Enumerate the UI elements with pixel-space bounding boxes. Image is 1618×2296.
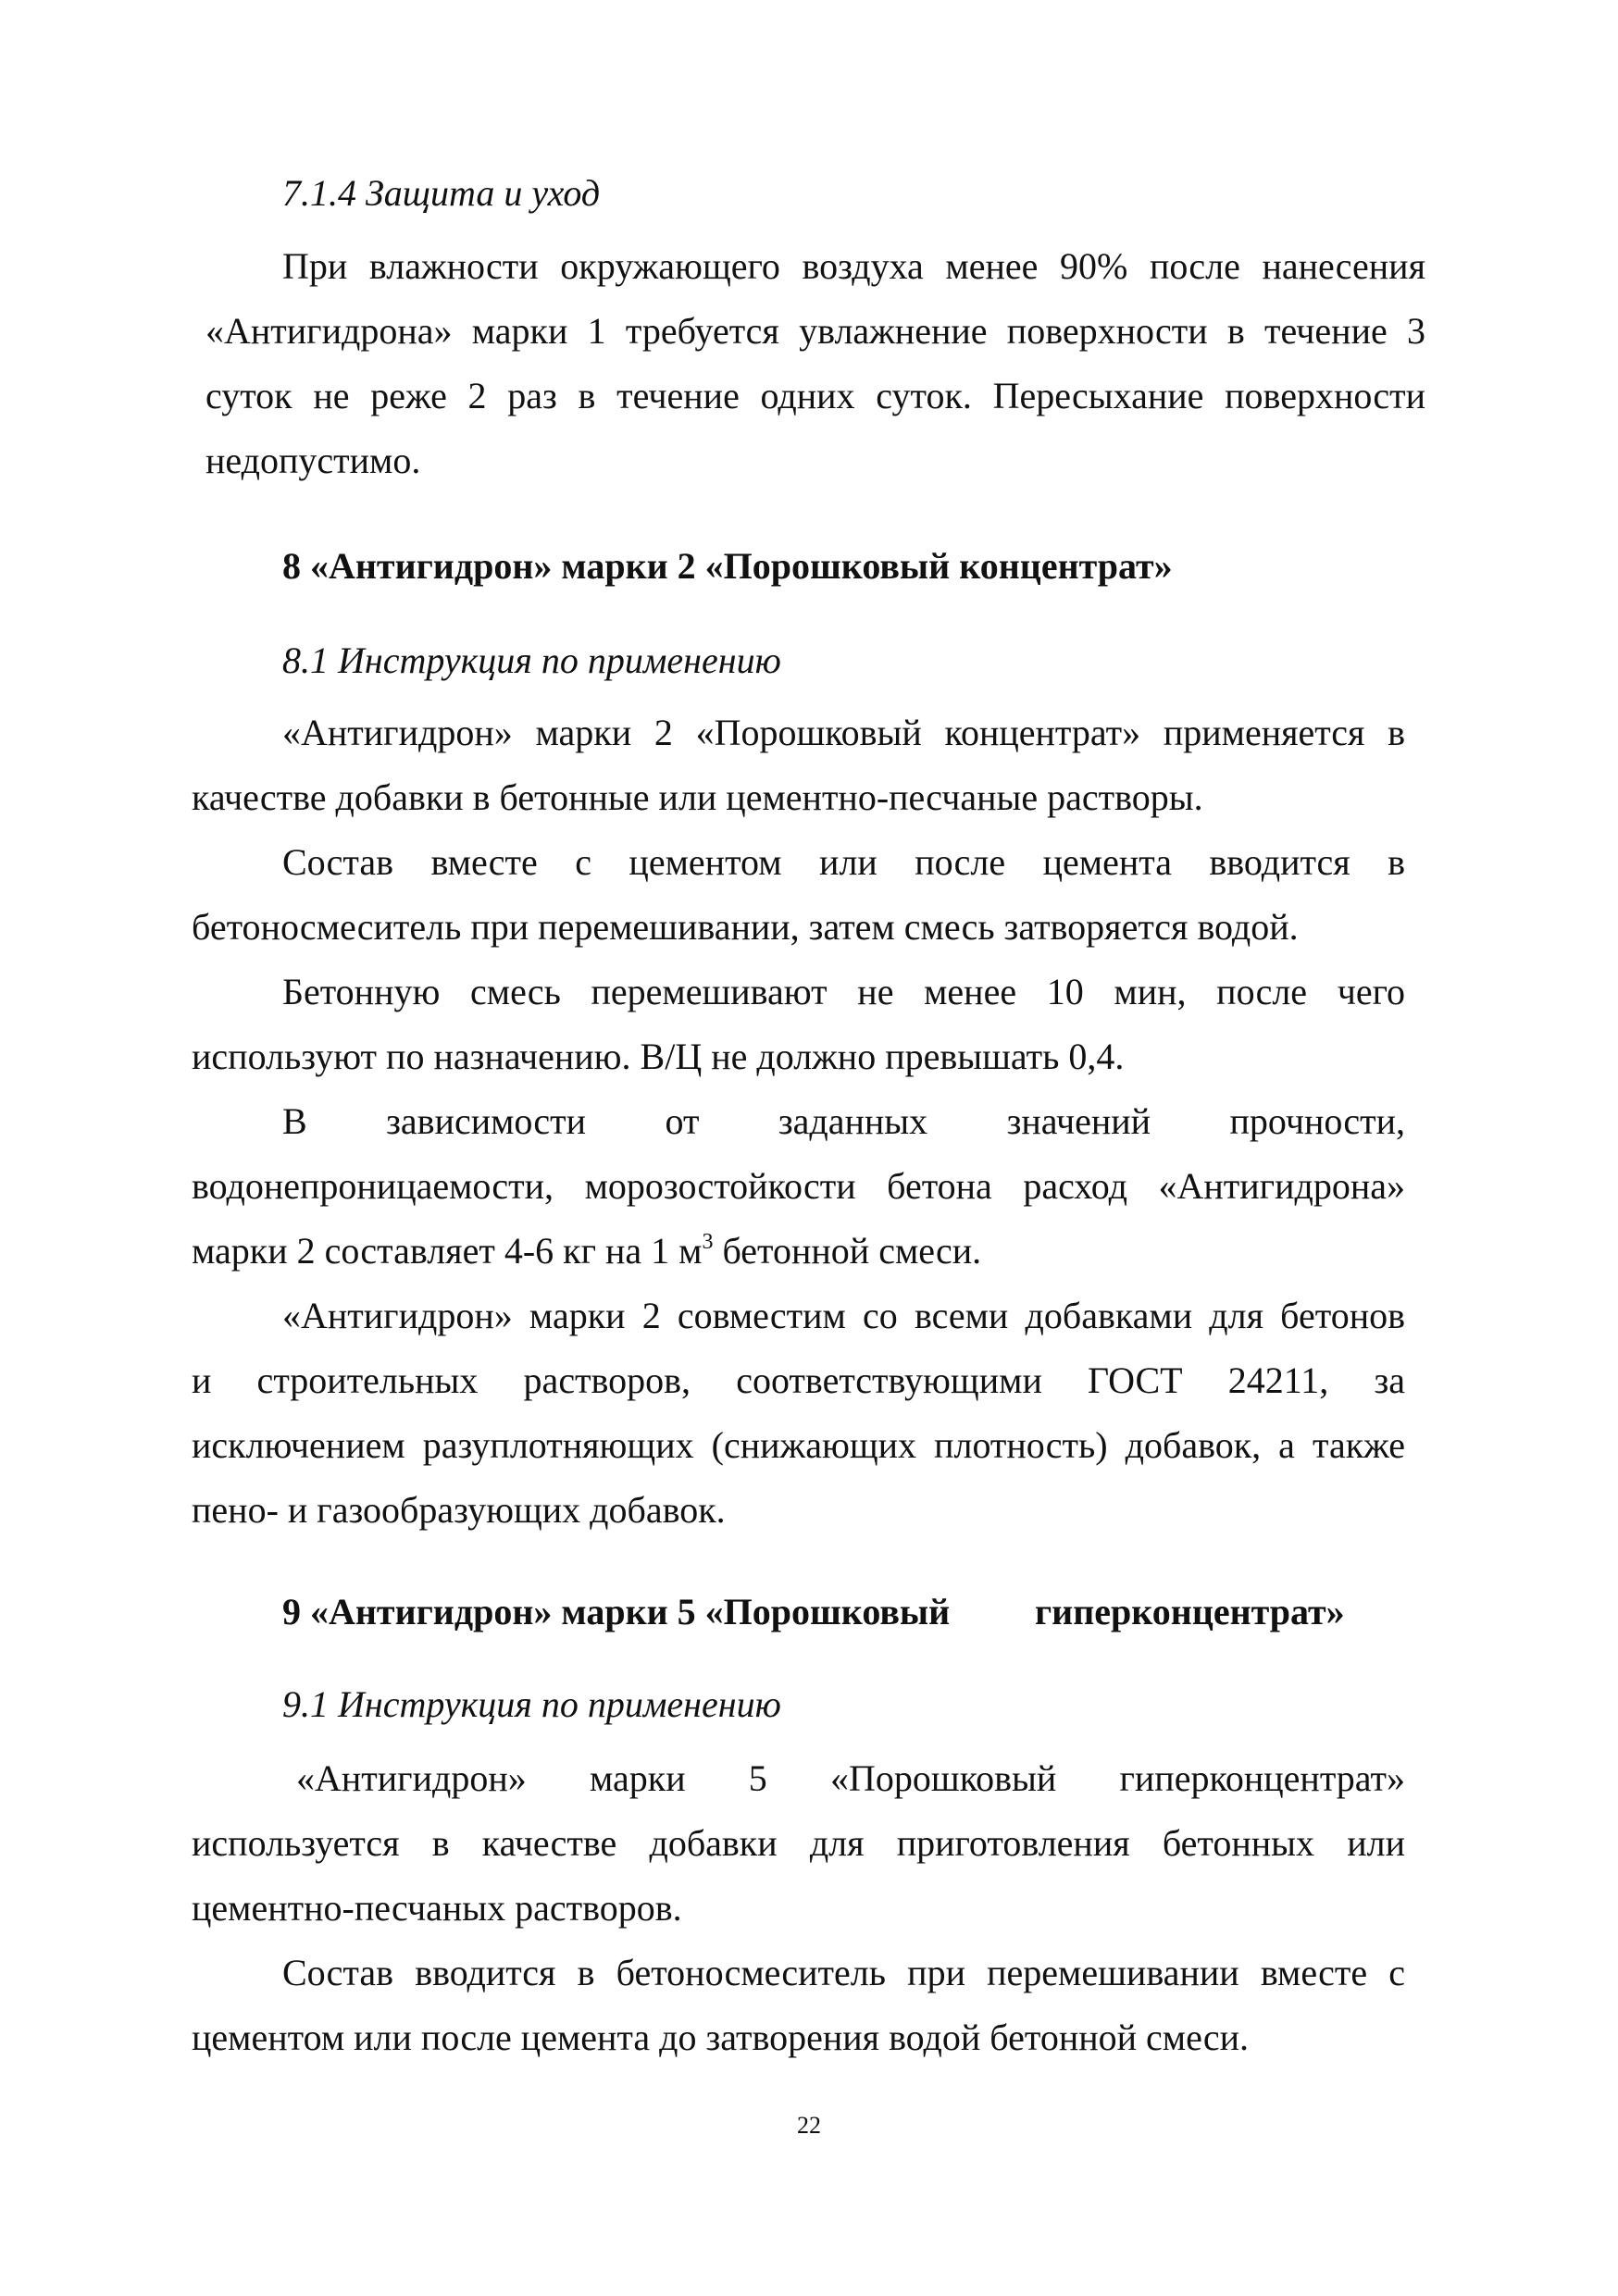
paragraph-line: водонепроницаемости, морозостойкости бетона расход «Антигидрона» [192, 1165, 1405, 1207]
section-9-heading-continued: гиперконцентрат» [1035, 1591, 1345, 1632]
paragraph-line: «Антигидрон» марки 2 «Порошковый концентрат» применяется в [282, 712, 1405, 753]
paragraph-line: суток не реже 2 раз в течение одних суток. Пересыхание поверхности [205, 375, 1425, 416]
text-run: марки 2 составляет 4-6 кг на 1 м [192, 1230, 703, 1272]
paragraph-line: При влажности окружающего воздуха менее 90% после нанесения [282, 245, 1425, 287]
section-9-1-heading: 9.1 Инструкция по применению [282, 1683, 781, 1725]
text-run: бетонной смеси. [713, 1230, 982, 1272]
paragraph-line: В зависимости от заданных значений прочности, [282, 1100, 1405, 1142]
section-8-heading: 8 «Антигидрон» марки 2 «Порошковый концентрат» [282, 545, 1173, 587]
paragraph-line: цементом или после цемента до затворения водой бетонной смеси. [192, 2017, 1250, 2058]
paragraph-line: «Антигидрона» марки 1 требуется увлажнение поверхности в течение 3 [205, 310, 1425, 352]
paragraph-line: Бетонную смесь перемешивают не менее 10 мин, после чего [282, 971, 1405, 1012]
paragraph-line: используется в качестве добавки для приготовления бетонных или [192, 1822, 1405, 1864]
page-number: 22 [797, 2112, 821, 2139]
paragraph-line: цементно-песчаных растворов. [192, 1887, 682, 1929]
paragraph-line: «Антигидрон» марки 2 совместим со всеми добавками для бетонов [282, 1295, 1405, 1336]
paragraph-line: и строительных растворов, соответствующими ГОСТ 24211, за [192, 1359, 1405, 1401]
paragraph-line: пено- и газообразующих добавок. [192, 1489, 726, 1531]
paragraph-line: качестве добавки в бетонные или цементно-песчаные растворы. [192, 776, 1203, 818]
paragraph-line: Состав вводится в бетоносмеситель при перемешивании вместе с [282, 1952, 1405, 1993]
section-7-1-4-heading: 7.1.4 Защита и уход [282, 172, 601, 214]
paragraph-line: Состав вместе с цементом или после цемента вводится в [282, 841, 1405, 883]
paragraph-line: исключением разуплотняющих (снижающих плотность) добавок, а также [192, 1424, 1405, 1466]
paragraph-line: бетоносмеситель при перемешивании, затем смесь затворяется водой. [192, 906, 1299, 948]
paragraph-line [192, 1229, 981, 1273]
section-9-heading: 9 «Антигидрон» марки 5 «Порошковый [282, 1591, 951, 1632]
paragraph-line: используют по назначению. В/Ц не должно превышать 0,4. [192, 1036, 1125, 1077]
paragraph-line: «Антигидрон» марки 5 «Порошковый гиперконцентрат» [296, 1757, 1405, 1799]
paragraph-line: недопустимо. [205, 440, 421, 481]
superscript: 3 [702, 1230, 714, 1254]
section-8-1-heading: 8.1 Инструкция по применению [282, 639, 781, 681]
